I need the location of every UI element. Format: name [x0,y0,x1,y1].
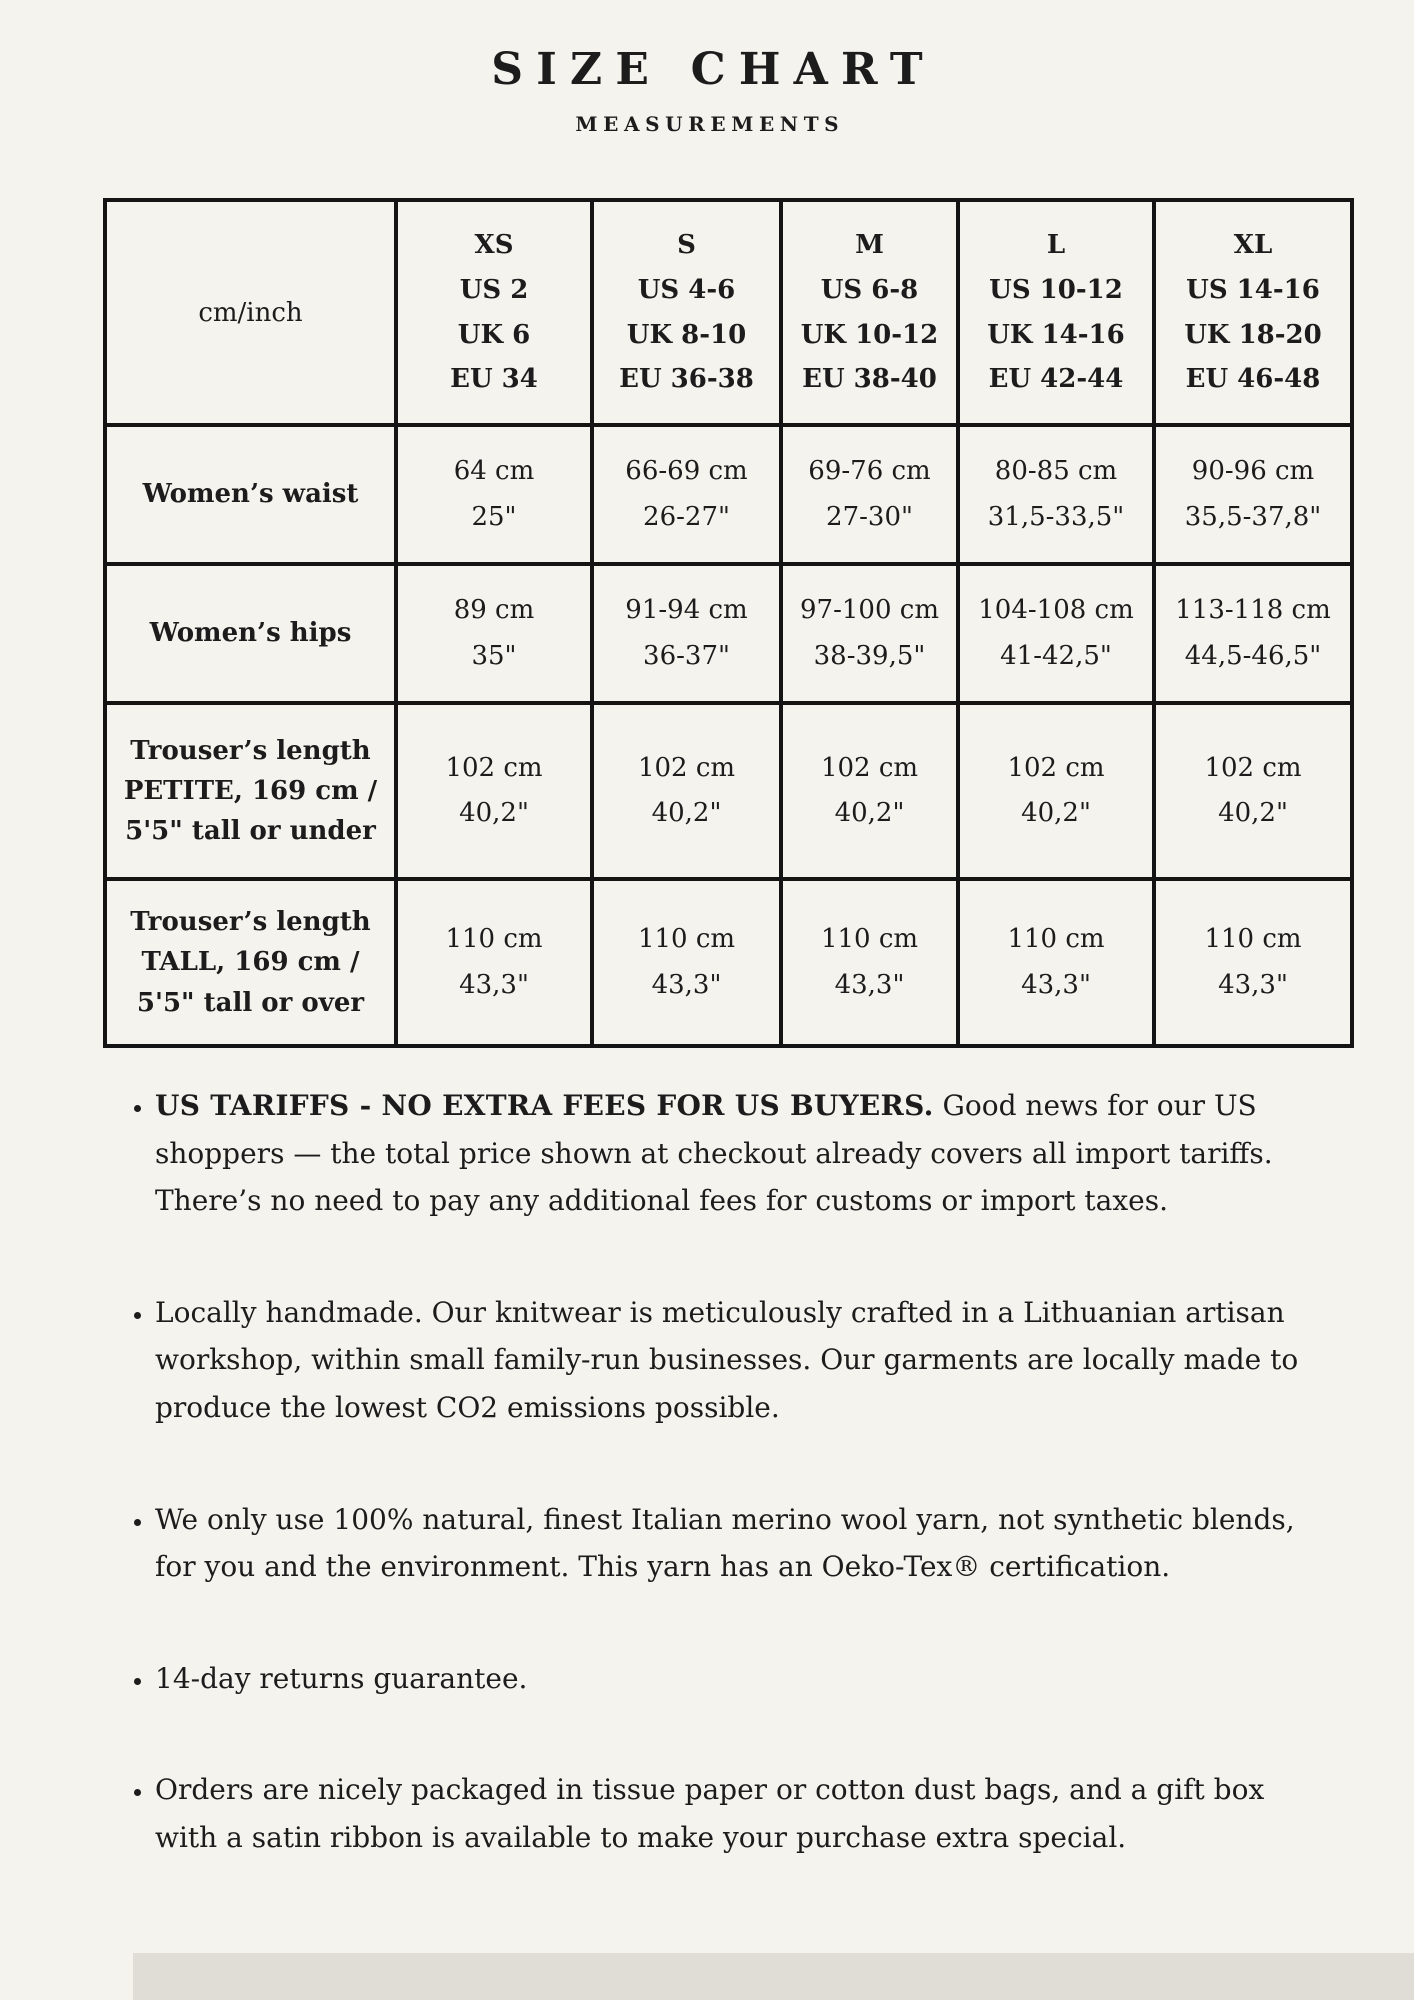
eu-size: EU 38-40 [802,364,937,395]
inch-value: 27-30" [826,501,913,532]
measurement-cell [1154,879,1352,1046]
note-item-locally-handmade [155,1289,1328,1432]
us-size: US 2 [459,274,529,305]
size-column-header-xs [396,200,592,425]
measurement-cell [958,425,1154,564]
measurement-cell [1154,564,1352,703]
inch-value: 40,2" [459,798,529,828]
inch-value: 38-39,5" [813,640,926,671]
cm-value: 90-96 cm [1191,456,1315,486]
row-label-line: 5'5" tall or under [125,816,376,847]
row-label-line: 5'5" tall or over [136,987,365,1018]
cm-value: 104-108 cm [978,595,1134,625]
cm-value: 102 cm [445,752,543,783]
measurement-cell [592,879,781,1046]
cm-value: 102 cm [637,752,736,783]
uk-size: UK 8-10 [626,319,747,350]
table-corner-cell: cm/inch [105,200,396,425]
size-table [103,198,1354,1048]
measurement-cell [396,879,592,1046]
inch-value: 31,5-33,5" [987,501,1125,532]
cm-value: 102 cm [1204,752,1302,783]
measurement-cell [592,703,781,879]
size-column-header-s [592,200,781,425]
measurement-cell [1154,703,1352,879]
us-size: US 4-6 [637,274,736,305]
inch-value: 43,3" [459,969,529,1000]
cm-value: 110 cm [820,924,919,954]
size-header-block [408,223,580,402]
size-column-header-l [958,200,1154,425]
measurement-cell [592,564,781,703]
inch-value: 43,3" [1218,969,1288,1000]
cm-value: 113-118 cm [1175,595,1331,625]
size-header-block [1166,223,1340,402]
note-text: Locally handmade. Our knitwear is meticulously crafted in a Lithuanian artisan workshop, within small family-run businesses. Our garments are locally made to produce the lowest CO2 emissions possible. [155,1295,1299,1424]
measurement-cell [958,564,1154,703]
table-header-row [105,200,1352,425]
inch-value: 44,5-46,5" [1184,640,1322,671]
cm-value: 110 cm [445,924,543,954]
table-row-trouser-petite [105,703,1352,879]
note-item-us-tariffs [155,1082,1328,1225]
size-header-block [793,223,946,402]
inch-value: 43,3" [834,969,905,1000]
measurement-cell [958,879,1154,1046]
inch-value: 25" [471,501,517,532]
measurement-cell [396,703,592,879]
size-name: XL [1233,230,1273,261]
uk-size: UK 14-16 [987,319,1125,350]
row-label-line: Women’s hips [149,618,352,649]
size-header-block [970,223,1142,402]
note-item-returns [155,1655,1328,1703]
cm-value: 80-85 cm [994,456,1118,486]
note-item-packaging [155,1766,1328,1861]
cm-value: 110 cm [637,924,736,954]
note-text: We only use 100% natural, finest Italian merino wool yarn, not synthetic blends, for you and the environment. This yarn has an Oeko-Tex® certification. [155,1502,1295,1584]
inch-value: 26-27" [643,501,730,532]
size-column-header-xl [1154,200,1352,425]
table-row-trouser-tall [105,879,1352,1046]
page-title: SIZE CHART [491,44,936,95]
inch-value: 40,2" [1218,798,1288,828]
cm-value: 66-69 cm [625,456,748,486]
cm-value: 89 cm [453,595,535,625]
note-bold-lead: US TARIFFS - NO EXTRA FEES FOR US BUYERS. [155,1089,934,1122]
notes-list [103,1082,1328,1862]
cm-value: 69-76 cm [808,456,931,486]
inch-value: 43,3" [651,969,722,1000]
size-name: XS [474,230,514,261]
row-label-trouser-petite [105,703,396,879]
row-label-waist [105,425,396,564]
cm-value: 102 cm [820,752,919,783]
table-row-waist [105,425,1352,564]
size-name: M [855,230,884,261]
row-label-line: Trouser’s length [130,735,371,766]
measurement-cell [781,703,958,879]
table-row-hips [105,564,1352,703]
inch-value: 35,5-37,8" [1184,501,1322,532]
inch-value: 40,2" [651,798,722,828]
row-label-line: Trouser’s length [130,907,371,938]
inch-value: 35" [471,640,517,671]
size-name: S [677,230,696,261]
size-column-header-m [781,200,958,425]
note-text: Good news for our US shoppers — the total price shown at checkout already covers all import tariffs. There’s no need to pay any additional fees for customs or import taxes. [155,1089,1273,1218]
cm-value: 110 cm [1204,924,1302,954]
cm-value: 64 cm [453,456,535,486]
eu-size: EU 46-48 [1185,364,1321,395]
measurement-cell [781,564,958,703]
eu-size: EU 42-44 [988,364,1124,395]
inch-value: 43,3" [1021,969,1091,1000]
measurement-cell [396,425,592,564]
inch-value: 40,2" [834,798,905,828]
measurement-cell [592,425,781,564]
row-label-line: Women’s waist [142,479,359,510]
measurement-cell [1154,425,1352,564]
measurement-cell [781,425,958,564]
us-size: US 14-16 [1186,274,1320,305]
note-item-wool-yarn [155,1496,1328,1591]
inch-value: 41-42,5" [1000,640,1112,671]
measurement-cell [958,703,1154,879]
row-label-trouser-tall [105,879,396,1046]
note-text: Orders are nicely packaged in tissue paper or cotton dust bags, and a gift box with a satin ribbon is available to make your purchase extra special. [155,1773,1265,1854]
row-label-line: TALL, 169 cm / [141,947,360,978]
size-header-block [604,223,769,402]
size-name: L [1046,230,1066,261]
row-label-hips [105,564,396,703]
cm-value: 102 cm [1007,752,1105,783]
uk-size: UK 18-20 [1184,319,1322,350]
measurement-cell [396,564,592,703]
notes-section [103,1082,1328,1862]
size-table-wrap [103,198,1350,1048]
inch-value: 36-37" [643,640,730,671]
cm-value: 110 cm [1007,924,1105,954]
page-header [0,0,1414,136]
cm-value: 91-94 cm [625,595,748,625]
us-size: US 10-12 [989,274,1123,305]
uk-size: UK 10-12 [800,319,939,350]
measurement-cell [781,879,958,1046]
page-subtitle: MEASUREMENTS [575,112,845,136]
note-text: 14-day returns guarantee. [155,1661,528,1695]
uk-size: UK 6 [457,319,531,350]
eu-size: EU 34 [450,364,538,395]
cm-value: 97-100 cm [800,595,939,625]
eu-size: EU 36-38 [619,364,754,395]
row-label-line: PETITE, 169 cm / [123,775,378,806]
inch-value: 40,2" [1021,798,1091,828]
bottom-section-edge [133,1953,1414,2000]
us-size: US 6-8 [820,274,919,305]
